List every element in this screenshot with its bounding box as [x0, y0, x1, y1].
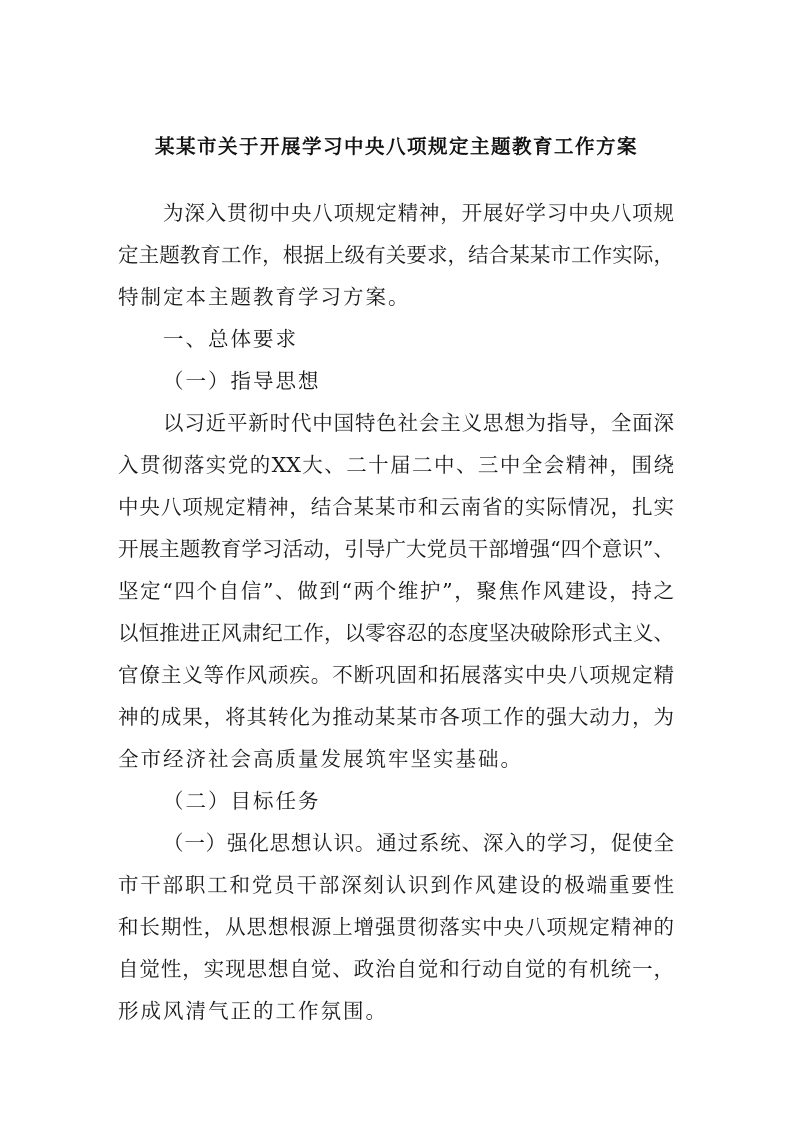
paragraph-line: 官僚主义等作风顽疾。不断巩固和拓展落实中央八项规定精 — [118, 663, 674, 687]
paragraph-line: 形成风清气正的工作氛围。 — [118, 999, 388, 1023]
paragraph-line: （一）强化思想认识。通过系统、深入的学习，促使全 — [163, 831, 674, 855]
paragraph-line: 开展主题教育学习活动，引导广大党员干部增强“四个意识”、 — [118, 537, 674, 561]
paragraph-line: 以恒推进正风肃纪工作，以零容忍的态度坚决破除形式主义、 — [118, 621, 674, 645]
paragraph-line: 为深入贯彻中央八项规定精神，开展好学习中央八项规 — [163, 201, 674, 225]
paragraph-line: 坚定“四个自信”、做到“两个维护”，聚焦作风建设，持之 — [118, 579, 674, 603]
document-title: 某某市关于开展学习中央八项规定主题教育工作方案 — [154, 135, 638, 158]
paragraph-line: 市干部职工和党员干部深刻认识到作风建设的极端重要性 — [118, 873, 674, 897]
section-heading: 一、总体要求 — [163, 327, 298, 351]
subsection-heading: （一）指导思想 — [163, 369, 321, 393]
paragraph-line: 定主题教育工作，根据上级有关要求，结合某某市工作实际， — [118, 243, 674, 267]
subsection-heading: （二）目标任务 — [163, 789, 321, 813]
paragraph-line: 自觉性，实现思想自觉、政治自觉和行动自觉的有机统一， — [118, 957, 674, 981]
paragraph-line: 中央八项规定精神，结合某某市和云南省的实际情况，扎实 — [118, 495, 674, 519]
paragraph-line: 神的成果，将其转化为推动某某市各项工作的强大动力，为 — [118, 705, 674, 729]
paragraph-line: 入贯彻落实党的XX大、二十届二中、三中全会精神，围绕 — [118, 453, 674, 477]
paragraph-line: 以习近平新时代中国特色社会主义思想为指导，全面深 — [163, 411, 674, 435]
paragraph-line: 和长期性，从思想根源上增强贯彻落实中央八项规定精神的 — [118, 915, 674, 939]
paragraph-line: 全市经济社会高质量发展筑牢坚实基础。 — [118, 747, 523, 771]
paragraph-line: 特制定本主题教育学习方案。 — [118, 285, 411, 309]
